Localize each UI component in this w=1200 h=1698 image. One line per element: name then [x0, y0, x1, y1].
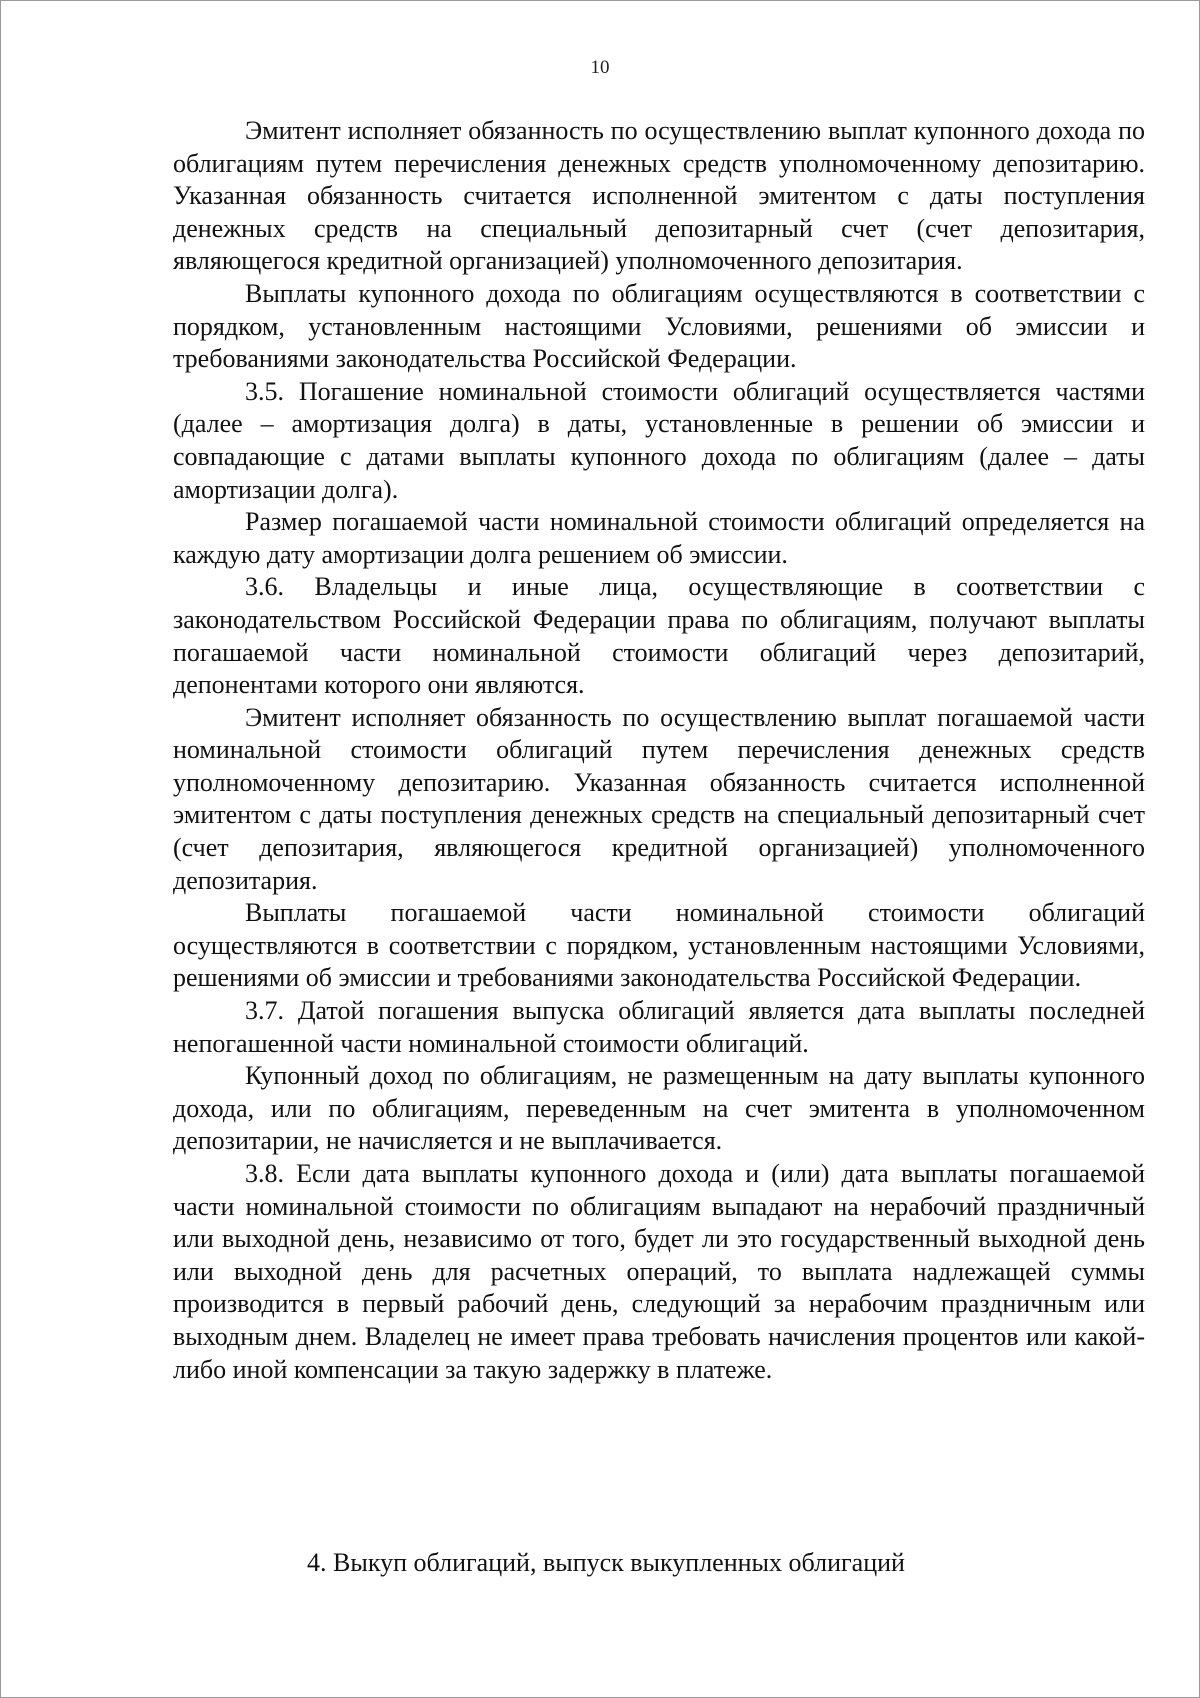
- paragraph-redemption-payments: Выплаты погашаемой части номинальной стоимости облигаций осуществляются в соответствии с порядком, установленным настоящими Условиями, решениями об эмиссии и требованиями законодательства Российской Федерации.: [173, 898, 1145, 993]
- page-number: 10: [590, 57, 610, 78]
- paragraph-amortization-size: Размер погашаемой части номинальной стоимости облигаций определяется на каждую дату амортизации долга решением об эмиссии.: [173, 507, 1145, 569]
- document-body: [173, 115, 1145, 1386]
- section-heading: 4. Выкуп облигаций, выпуск выкупленных облигаций: [307, 1548, 905, 1577]
- paragraph-3-7: 3.7. Датой погашения выпуска облигаций является дата выплаты последней непогашенной части номинальной стоимости облигаций.: [173, 996, 1145, 1058]
- paragraph-3-8: 3.8. Если дата выплаты купонного дохода и (или) дата выплаты погашаемой части номинальной стоимости по облигациям выпадают на нерабочий праздничный или выходной день, независимо от того, будет ли это государственный выходной день или выходной день для расчетных операций, то выплата надлежащей суммы производится в первый рабочий день, следующий за нерабочим праздничным или выходным днем. Владелец не имеет права требовать начисления процентов или какой-либо иной компенсации за такую задержку в платеже.: [173, 1159, 1145, 1384]
- paragraph-coupon-payments: Выплаты купонного дохода по облигациям осуществляются в соответствии с порядком, установленным настоящими Условиями, решениями об эмиссии и требованиями законодательства Российской Федерации.: [173, 278, 1145, 374]
- paragraph-coupon-obligation: Эмитент исполняет обязанность по осуществлению выплат купонного дохода по облигациям путем перечисления денежных средств уполномоченному депозитарию. Указанная обязанность считается исполненной эмитентом с даты поступления денежных средств на специальный депозитарный счет (счет депозитария, являющегося кредитной организацией) уполномоченного депозитария.: [173, 116, 1145, 276]
- paragraph-3-5: 3.5. Погашение номинальной стоимости облигаций осуществляется частями (далее – амортизация долга) в даты, установленные в решении об эмиссии и совпадающие с датами выплаты купонного дохода по облигациям (далее – даты амортизации долга).: [173, 376, 1145, 504]
- paragraph-3-6: 3.6. Владельцы и иные лица, осуществляющие в соответствии с законодательством Российской Федерации права по облигациям, получают выплаты погашаемой части номинальной стоимости облигаций через депозитарий, депонентами которого они являются.: [173, 572, 1145, 700]
- paragraph-redemption-obligation: Эмитент исполняет обязанность по осуществлению выплат погашаемой части номинальной стоимости облигаций путем перечисления денежных средств уполномоченному депозитарию. Указанная обязанность считается исполненной эмитентом с даты поступления денежных средств на специальный депозитарный счет (счет депозитария, являющегося кредитной организацией) уполномоченного депозитария.: [173, 702, 1145, 895]
- paragraph-unplaced-coupon: Купонный доход по облигациям, не размещенным на дату выплаты купонного дохода, или по облигациям, переведенным на счет эмитента в уполномоченном депозитарии, не начисляется и не выплачивается.: [173, 1061, 1145, 1156]
